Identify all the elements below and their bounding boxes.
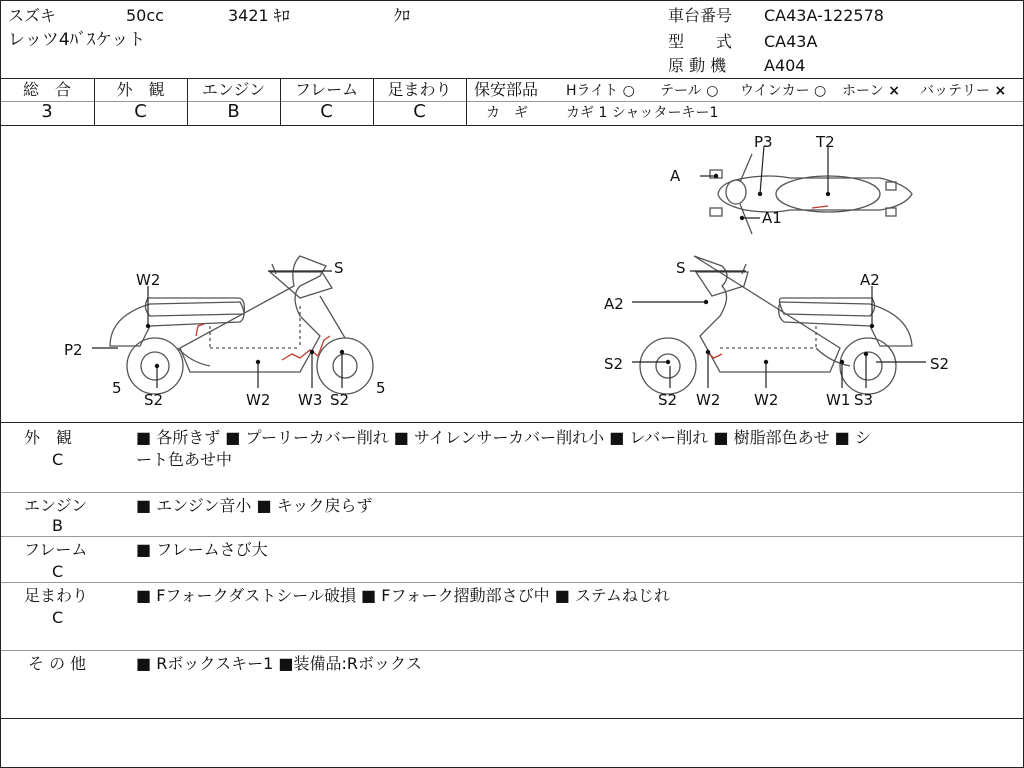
diagram-label: S2 — [930, 355, 950, 373]
grade-engine-value: B — [227, 101, 240, 122]
grade-frame-label: フレーム — [294, 80, 359, 99]
diagram-label: W3 — [298, 391, 323, 409]
type-value: CA43A — [764, 32, 818, 51]
grade-engine-label: エンジン — [201, 80, 266, 99]
safety-item-battery: バッテリー × — [920, 83, 1007, 99]
diagram-label: S2 — [330, 391, 350, 409]
diagram-label: W2 — [754, 391, 779, 409]
mileage: 3421 ｷﾛ — [228, 6, 290, 25]
diagram-label: W2 — [246, 391, 271, 409]
safety-item-winker: ウインカー ○ — [740, 83, 827, 99]
safety-title: 保安部品 — [474, 80, 539, 99]
inspection-sheet: スズキ 50cc 3421 ｷﾛ ｸﾛ レッツ4ﾊﾞｽケット 車台番号 CA43A-122578 型 式 CA43A 原 動 機 A404 総 合 3 外 観 C エンジン B フレーム C 足まわり C 保安部品 Hライト ○ テール ○ ウインカー ○ ホーン × バッテリー × カ ギ カギ 1 シャッターキー1 P3 T2 A A1 W2 S P2 5 S2 W2 W3 S2 5 S A2 A2 S2 S2 S2 W2 W2 W1 S3 外 観 C ■ 各所きず ■ プーリーカバー削れ ■ サイレンサーカバー削れ小 ■ レバー削れ ■ 樹脂部色あせ ■ シ ート色あせ中 エンジン B ■ エンジン音小 ■ キック戻らず フレーム C ■ フレームさび大 足まわり C ■ Fフォークダストシール破損 ■ Fフォーク摺動部さび中 ■ ステムねじれ そ の 他 ■ Rボックスキー1 ■装備品:Rボックス — [0, 0, 1024, 768]
grade-exterior-value: C — [134, 101, 147, 122]
diagram-label: S — [334, 259, 344, 277]
diagram-label: S2 — [658, 391, 678, 409]
color: ｸﾛ — [394, 6, 411, 25]
grade-frame-value: C — [320, 101, 333, 122]
safety-item-tail: テール ○ — [660, 83, 719, 99]
diagram-label: S2 — [604, 355, 624, 373]
key-value: カギ 1 シャッターキー1 — [566, 105, 719, 121]
diagram-label: A2 — [860, 271, 880, 289]
frame-no-label: 車台番号 — [668, 6, 733, 25]
diagram-label: A1 — [762, 209, 782, 227]
model-name: レッツ4ﾊﾞｽケット — [8, 30, 146, 50]
diagram-label: P3 — [754, 133, 773, 151]
diagram-label: T2 — [816, 133, 835, 151]
diagram-label: W1 — [826, 391, 851, 409]
maker: スズキ — [8, 6, 57, 25]
safety-item-horn: ホーン × — [842, 83, 900, 99]
grade-exterior-label: 外 観 — [116, 80, 165, 99]
safety-item-headlight: Hライト ○ — [566, 83, 635, 99]
diagram-label: 5 — [376, 379, 386, 397]
engine-label: 原 動 機 — [668, 56, 727, 75]
diagram-label: 5 — [112, 379, 122, 397]
grade-overall-label: 総 合 — [22, 80, 71, 99]
diagram-label: S2 — [144, 391, 164, 409]
diagram-label: S — [676, 259, 686, 277]
key-label: カ ギ — [486, 105, 528, 121]
diagram-label: A — [670, 167, 681, 185]
diagram-label: P2 — [64, 341, 83, 359]
engine-value: A404 — [764, 56, 806, 75]
type-label: 型 式 — [668, 32, 733, 51]
grade-overall-value: 3 — [41, 101, 53, 122]
frame-no: CA43A-122578 — [764, 6, 884, 25]
displacement: 50cc — [126, 6, 164, 25]
diagram-label: W2 — [136, 271, 161, 289]
diagram-label: A2 — [604, 295, 624, 313]
grade-suspension-label: 足まわり — [387, 80, 452, 99]
diagram-label: S3 — [854, 391, 874, 409]
diagram-label: W2 — [696, 391, 721, 409]
grade-suspension-value: C — [413, 101, 426, 122]
